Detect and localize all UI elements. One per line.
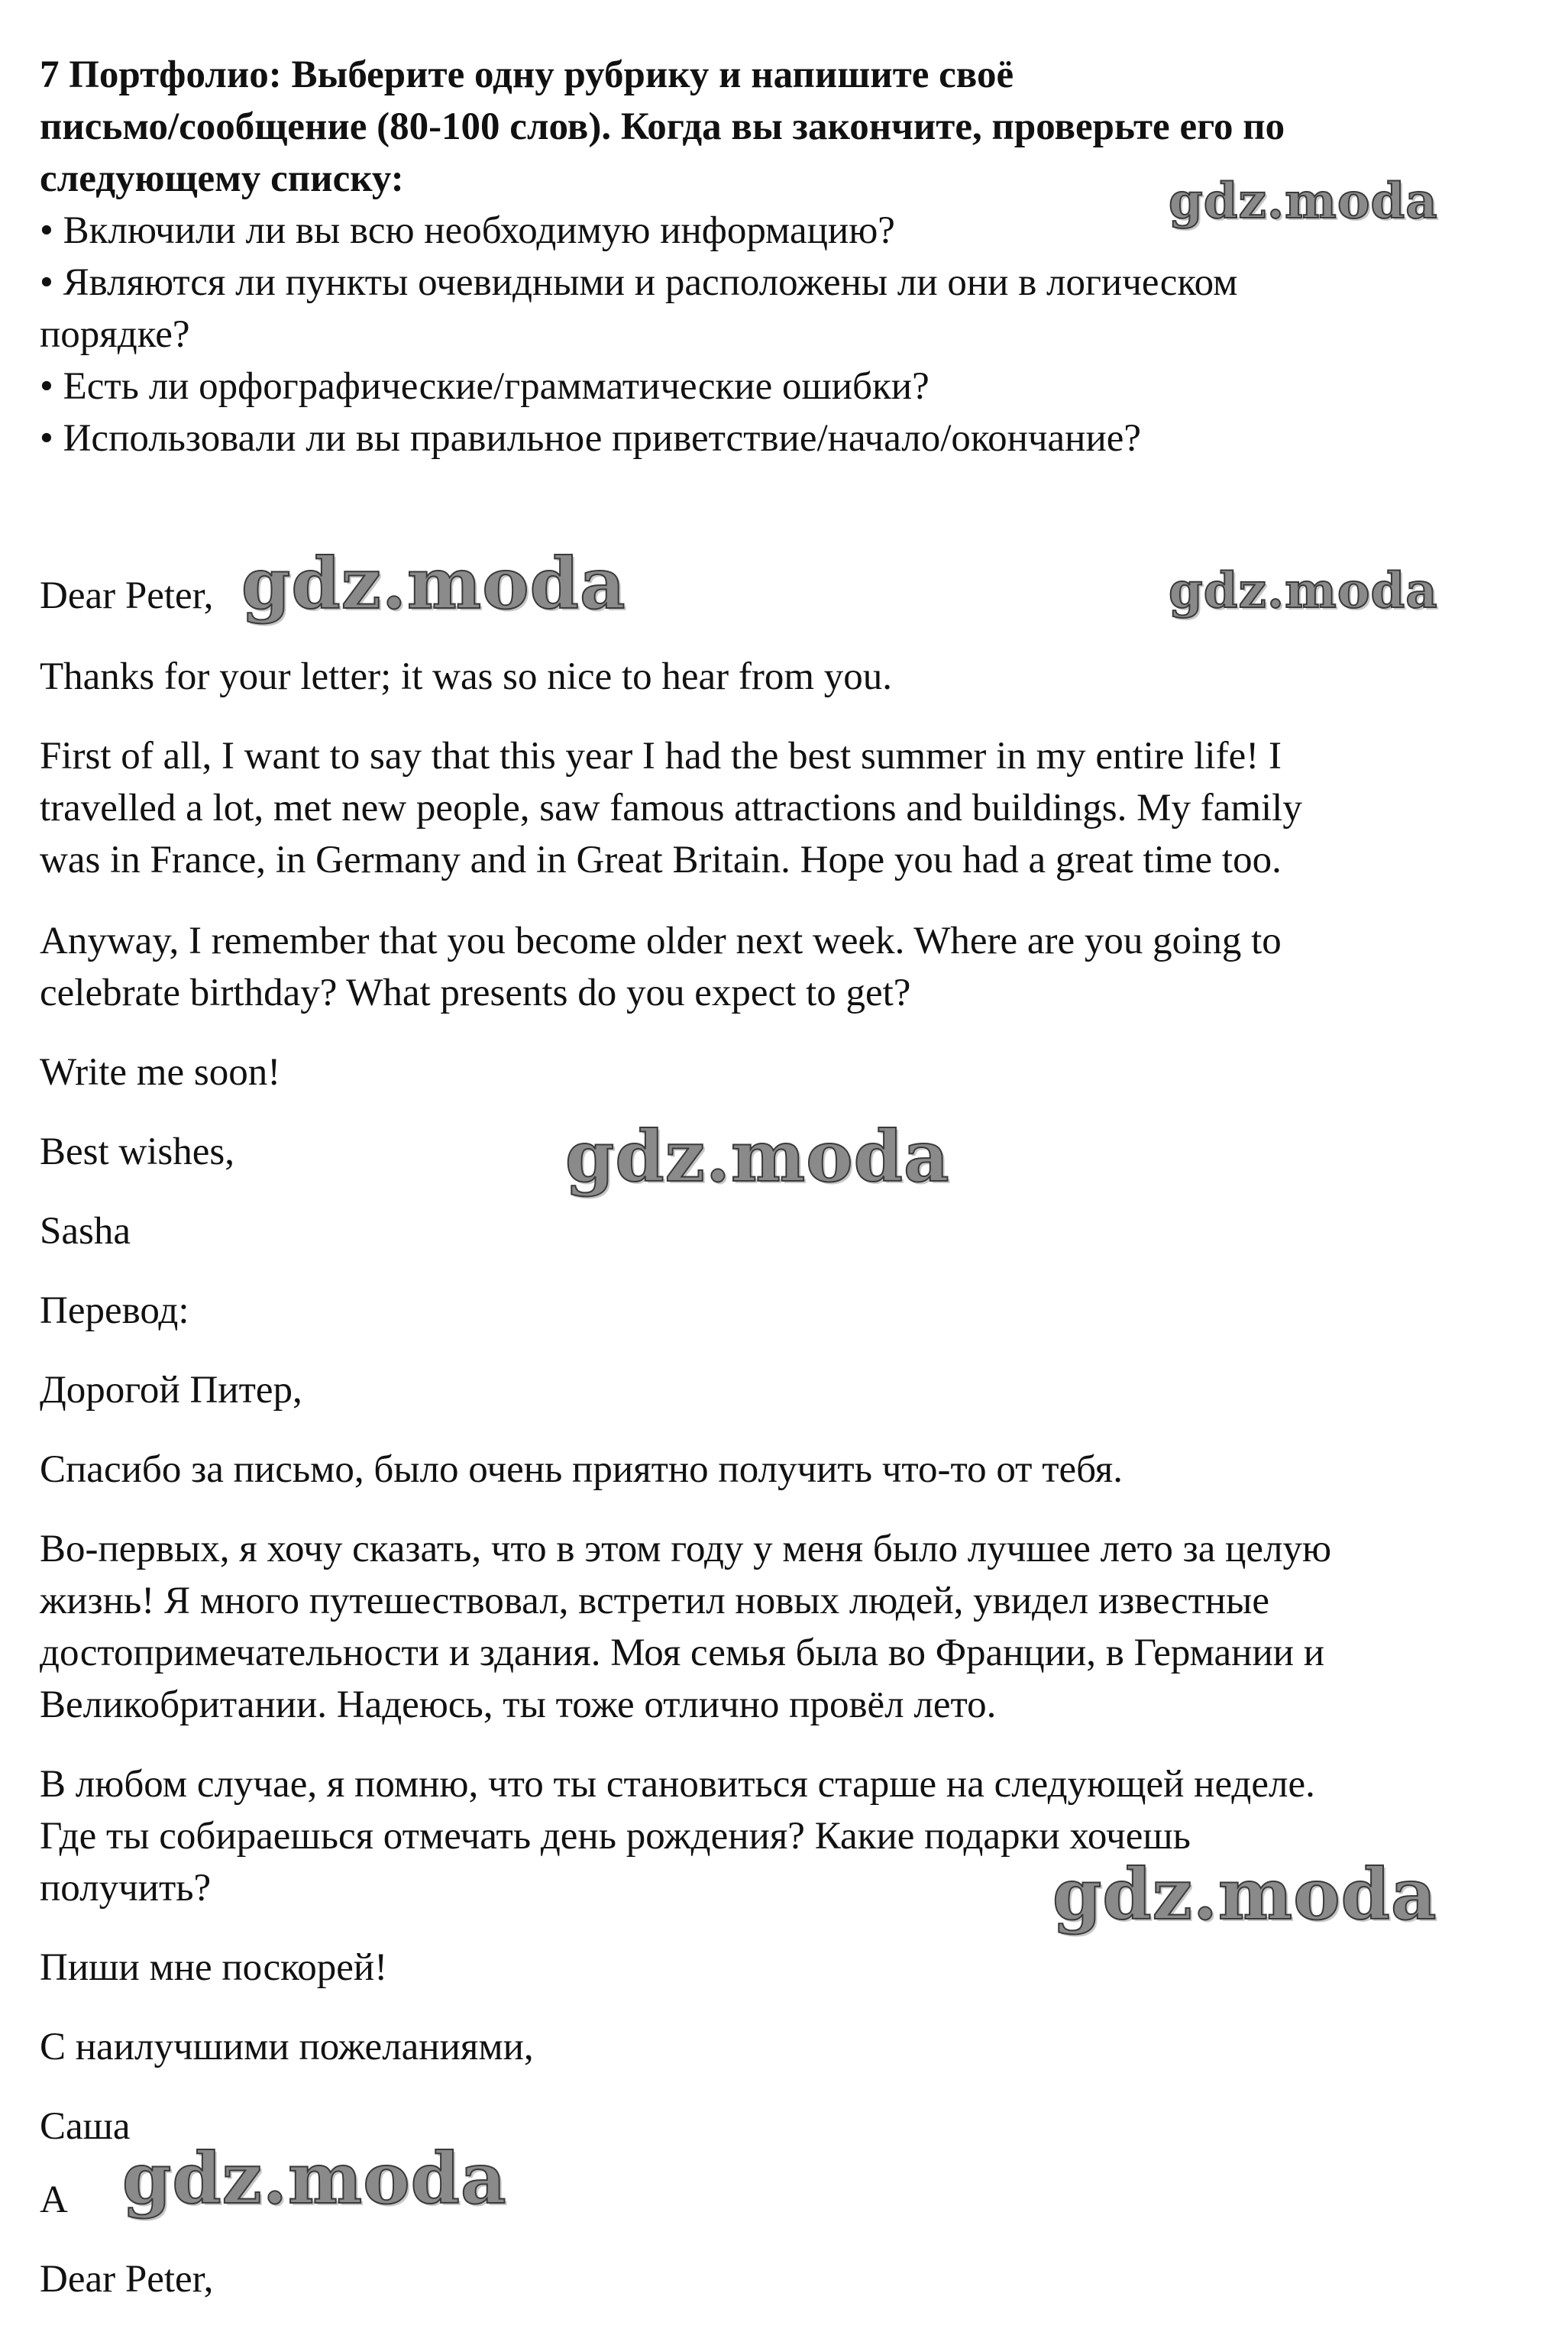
translation-paragraph-2-line-2: жизнь! Я много путешествовал, встретил новых людей, увидел известные <box>40 1580 1270 1622</box>
checklist-item-3: • Есть ли орфографические/грамматические ошибки? <box>40 365 929 408</box>
watermark-logo: gdz.moda <box>1052 1853 1437 1936</box>
translation-signature: Саша <box>40 2105 131 2148</box>
letter-paragraph-2-line-3: was in France, in Germany and in Great Britain. Hope you had a great time too. <box>40 839 1282 881</box>
letter-paragraph-1: Thanks for your letter; it was so nice to hear from you. <box>40 655 893 698</box>
checklist-item-2-cont: порядке? <box>40 313 190 356</box>
watermark-logo: gdz.moda <box>241 542 626 625</box>
translation-paragraph-2-line-4: Великобритании. Надеюсь, ты тоже отлично провёл лето. <box>40 1683 997 1726</box>
translation-greeting: Дорогой Питер, <box>40 1369 302 1412</box>
task-heading-line-1: 7 Портфолио: Выберите одну рубрику и напишите своё <box>40 53 1014 96</box>
watermark-logo: gdz.moda <box>1169 173 1438 230</box>
watermark-logo: gdz.moda <box>122 2137 507 2220</box>
translation-paragraph-3-line-2: Где ты собираешься отмечать день рождения? Какие подарки хочешь <box>40 1815 1191 1858</box>
variant-label: A <box>40 2178 68 2221</box>
letter-paragraph-3-line-2: celebrate birthday? What presents do you expect to get? <box>40 972 911 1014</box>
translation-paragraph-1: Спасибо за письмо, было очень приятно получить что-то от тебя. <box>40 1448 1123 1491</box>
letter-greeting: Dear Peter, <box>40 574 214 617</box>
letter-closing: Best wishes, <box>40 1130 234 1173</box>
translation-paragraph-4: Пиши мне поскорей! <box>40 1946 388 1989</box>
checklist-item-2: • Являются ли пункты очевидными и расположены ли они в логическом <box>40 261 1238 304</box>
letter-paragraph-3-line-1: Anyway, I remember that you become older next week. Where are you going to <box>40 920 1282 962</box>
watermark-logo: gdz.moda <box>1169 562 1438 619</box>
checklist-item-4: • Использовали ли вы правильное приветствие/начало/окончание? <box>40 417 1142 460</box>
translation-paragraph-2-line-3: достопримечательности и здания. Моя семья была во Франции, в Германии и <box>40 1632 1325 1674</box>
translation-paragraph-3-line-1: В любом случае, я помню, что ты становиться старше на следующей неделе. <box>40 1763 1315 1806</box>
task-heading-line-2: письмо/сообщение (80-100 слов). Когда вы закончите, проверьте его по <box>40 105 1285 148</box>
task-heading-line-3: следующему списку: <box>40 157 404 200</box>
variant-greeting: Dear Peter, <box>40 2258 214 2301</box>
checklist-item-1: • Включили ли вы всю необходимую информацию? <box>40 209 895 252</box>
translation-paragraph-3-line-3: получить? <box>40 1867 212 1910</box>
translation-paragraph-2-line-1: Во-первых, я хочу сказать, что в этом году у меня было лучшее лето за целую <box>40 1528 1332 1570</box>
letter-signature: Sasha <box>40 1210 131 1253</box>
watermark-logo: gdz.moda <box>565 1115 950 1198</box>
translation-closing: С наилучшими пожеланиями, <box>40 2026 534 2068</box>
letter-paragraph-2-line-2: travelled a lot, met new people, saw famous attractions and buildings. My family <box>40 787 1302 830</box>
translation-label: Перевод: <box>40 1289 189 1332</box>
letter-paragraph-2-line-1: First of all, I want to say that this year I had the best summer in my entire life! I <box>40 735 1282 778</box>
letter-paragraph-4: Write me soon! <box>40 1051 281 1094</box>
